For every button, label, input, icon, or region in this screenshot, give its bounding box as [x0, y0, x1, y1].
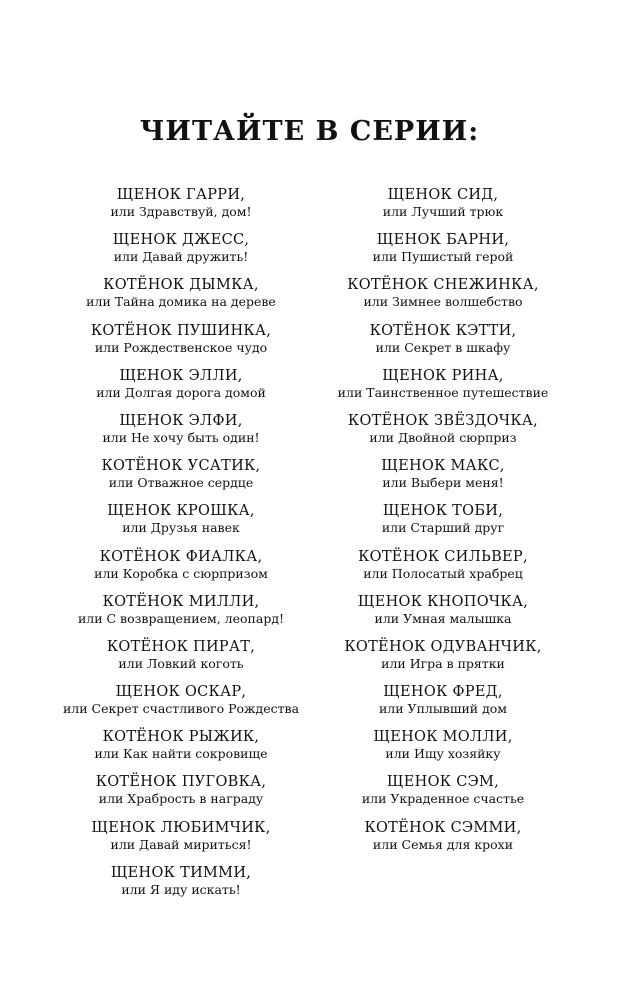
book-title: КОТЁНОК ФИАЛКА, [99, 548, 263, 565]
book-subtitle: или Ловкий коготь [118, 655, 244, 671]
book-subtitle: или Давай мириться! [110, 836, 252, 852]
series-entry [298, 819, 588, 864]
book-subtitle: или Друзья навек [122, 520, 240, 536]
book-title: КОТЁНОК ПУГОВКА, [95, 774, 267, 791]
series-entry [36, 186, 326, 231]
book-title: КОТЁНОК ЗВЁЗДОЧКА, [347, 412, 539, 429]
book-title: КОТЁНОК СЭММИ, [364, 819, 522, 836]
book-title: КОТЁНОК ОДУВАНЧИК, [344, 638, 542, 655]
book-title: КОТЁНОК ПУШИНКА, [90, 322, 272, 339]
book-title: ЩЕНОК КНОПОЧКА, [357, 593, 529, 610]
right-column [298, 186, 588, 864]
book-subtitle: или Тайна домика на дереве [86, 294, 276, 310]
book-subtitle: или Рождественское чудо [94, 339, 268, 355]
book-subtitle: или Коробка с сюрпризом [94, 565, 268, 581]
book-subtitle: или Семья для крохи [372, 836, 514, 852]
series-entry [298, 728, 588, 773]
series-entry [36, 502, 326, 547]
series-entry [298, 457, 588, 502]
series-entry [36, 548, 326, 593]
book-title: ЩЕНОК ФРЕД, [383, 684, 503, 701]
book-title: ЩЕНОК МОЛЛИ, [373, 729, 513, 746]
book-subtitle: или Лучший трюк [382, 204, 504, 219]
book-title: ЩЕНОК КРОШКА, [107, 503, 255, 520]
series-entry [298, 502, 588, 547]
series-entry [298, 548, 588, 593]
book-title: ЩЕНОК ЛЮБИМЧИК, [91, 819, 271, 836]
book-title: ЩЕНОК МАКС, [381, 458, 505, 475]
book-subtitle: или Таинственное путешествие [337, 384, 549, 400]
book-title: ЩЕНОК ДЖЕСС, [112, 232, 250, 249]
series-entry [298, 231, 588, 276]
book-subtitle: или Пушистый герой [372, 249, 514, 265]
book-title: ЩЕНОК ТИММИ, [110, 864, 252, 881]
series-entry [298, 186, 588, 231]
series-entry [36, 231, 326, 276]
book-subtitle: или Двойной сюрприз [369, 429, 517, 445]
left-column [36, 186, 326, 909]
book-title: КОТЁНОК СНЕЖИНКА, [347, 277, 539, 294]
book-subtitle: или Умная малышка [374, 610, 512, 626]
series-entry [36, 457, 326, 502]
series-entry [298, 638, 588, 683]
book-subtitle: или Храбрость в награду [98, 791, 264, 807]
series-entry [298, 593, 588, 638]
book-title: ЩЕНОК ЭЛФИ, [119, 412, 243, 429]
book-title: КОТЁНОК КЭТТИ, [369, 322, 517, 339]
book-title: ЩЕНОК ТОБИ, [382, 503, 504, 520]
book-title: КОТЁНОК ПИРАТ, [106, 638, 256, 655]
book-subtitle: или Секрет счастливого Рождества [62, 701, 300, 717]
book-title: ЩЕНОК СЭМ, [386, 774, 500, 791]
series-entry [36, 412, 326, 457]
series-entry [36, 683, 326, 728]
book-subtitle: или Украденное счастье [361, 791, 525, 807]
book-title: ЩЕНОК ЭЛЛИ, [119, 367, 243, 384]
book-subtitle: или Игра в прятки [381, 655, 505, 671]
book-title: КОТЁНОК МИЛЛИ, [102, 593, 260, 610]
series-entry [36, 638, 326, 683]
book-title: КОТЁНОК РЫЖИК, [102, 729, 260, 746]
book-subtitle: или Ищу хозяйку [385, 746, 501, 762]
series-entry [298, 276, 588, 321]
book-subtitle: или Отважное сердце [108, 475, 254, 491]
series-entry [298, 773, 588, 818]
series-entry [36, 367, 326, 412]
book-subtitle: или Старший друг [381, 520, 505, 536]
book-subtitle: или Как найти сокровище [94, 746, 268, 762]
series-entry [36, 593, 326, 638]
series-entry [298, 683, 588, 728]
series-entry [298, 322, 588, 367]
book-title: ЩЕНОК ОСКАР, [115, 684, 247, 701]
book-subtitle: или Давай дружить! [113, 249, 249, 265]
book-subtitle: или Здравствуй, дом! [110, 204, 252, 219]
page-title: ЧИТАЙТЕ В СЕРИИ: [139, 116, 480, 147]
book-title: ЩЕНОК ГАРРИ, [116, 187, 246, 203]
series-entry [36, 322, 326, 367]
book-subtitle: или Выбери меня! [382, 475, 504, 491]
book-title: ЩЕНОК СИД, [387, 187, 499, 203]
book-subtitle: или С возвращением, леопард! [77, 610, 285, 626]
book-title: ЩЕНОК РИНА, [382, 367, 504, 384]
book-title: КОТЁНОК ДЫМКА, [103, 277, 259, 294]
book-subtitle: или Уплывший дом [378, 701, 508, 717]
series-entry [36, 728, 326, 773]
book-title: ЩЕНОК БАРНИ, [376, 232, 510, 249]
book-subtitle: или Долгая дорога домой [96, 384, 266, 400]
book-subtitle: или Зимнее волшебство [363, 294, 523, 310]
book-title: КОТЁНОК УСАТИК, [101, 458, 261, 475]
series-entry [36, 773, 326, 818]
series-entry [298, 412, 588, 457]
series-entry [298, 367, 588, 412]
book-title: КОТЁНОК СИЛЬВЕР, [358, 548, 528, 565]
series-entry [36, 864, 326, 909]
book-subtitle: или Секрет в шкафу [375, 339, 511, 355]
book-subtitle: или Не хочу быть один! [102, 429, 260, 445]
book-subtitle: или Полосатый храбрец [363, 565, 523, 581]
series-entry [36, 819, 326, 864]
series-entry [36, 276, 326, 321]
book-subtitle: или Я иду искать! [121, 881, 241, 897]
